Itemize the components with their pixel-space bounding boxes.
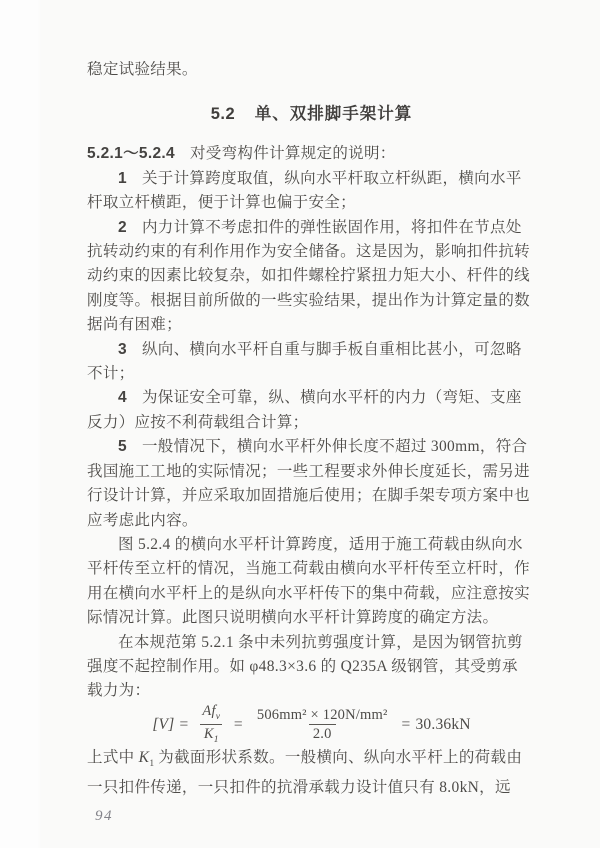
text-run: 杆取立杆横距，便于计算也偏于安全； bbox=[87, 194, 356, 212]
fraction-denominator: 2.0 bbox=[309, 724, 336, 743]
text-line bbox=[87, 533, 536, 557]
text-line bbox=[87, 142, 536, 166]
text-line bbox=[87, 460, 536, 484]
text-line bbox=[87, 313, 536, 337]
text-run: 5 bbox=[118, 438, 127, 456]
text-run: 行设计计算，并应采取加固措施后使用；在脚手架专项方案中也 bbox=[87, 487, 530, 505]
fraction-denominator: $K_1$ bbox=[200, 724, 223, 746]
text-run: 内力计算不考虑扣件的弹性嵌固作用，将扣件在节点处 bbox=[141, 218, 522, 236]
text-line bbox=[87, 362, 536, 386]
text-run: 纵向、横向水平杆自重与脚手板自重相比甚小，可忽略 bbox=[141, 340, 522, 358]
text-run: 载力为： bbox=[87, 682, 151, 700]
text-run: 一般情况下，横向水平杆外伸长度不超过 300mm，符合 bbox=[141, 438, 528, 456]
text-line bbox=[87, 216, 536, 240]
text-run: 抗转动约束的有利作用作为安全储备。这是因为，影响扣件抗转 bbox=[87, 243, 530, 261]
intro-line: 稳定试验结果。 bbox=[87, 61, 198, 78]
shear-capacity-formula bbox=[87, 704, 536, 746]
fraction-numerator: $Af_v$ bbox=[202, 703, 220, 723]
formula-lhs: [V] bbox=[152, 715, 175, 733]
text-line bbox=[87, 386, 536, 410]
text-line bbox=[87, 746, 536, 777]
section-title: 单、双排脚手架计算 bbox=[254, 105, 413, 124]
text-run: 应考虑此内容。 bbox=[87, 511, 198, 529]
page-number: 94 bbox=[95, 807, 113, 824]
text-run: 际情况计算。此图只说明横向水平杆计算跨度的确定方法。 bbox=[87, 609, 499, 627]
text-run: 2 bbox=[118, 218, 127, 236]
text-line bbox=[87, 655, 536, 679]
text-run: 1 bbox=[118, 169, 127, 187]
text-run: 为保证安全可靠，纵、横向水平杆的内力（弯矩、支座 bbox=[141, 389, 522, 407]
text-run: 动约束的因素比较复杂，如扣件螺栓拧紧扭力矩大小、杆件的线 bbox=[87, 267, 530, 285]
section-heading bbox=[87, 100, 536, 124]
text-line bbox=[87, 435, 536, 459]
body-lines bbox=[87, 142, 536, 703]
text-run: 图 5.2.4 的横向水平杆计算跨度，适用于施工荷载由纵向水 bbox=[118, 535, 523, 553]
text-run: 4 bbox=[118, 389, 127, 407]
text-line bbox=[87, 484, 536, 508]
fraction-numerator: 506mm² × 120N/mm² bbox=[256, 706, 388, 723]
text-line bbox=[87, 679, 536, 703]
text-line bbox=[87, 289, 536, 313]
formula-equals-2: = bbox=[233, 715, 243, 733]
closing-lines bbox=[87, 746, 536, 801]
text-line bbox=[87, 509, 536, 533]
text-line bbox=[87, 776, 536, 800]
section-number: 5.2 bbox=[210, 105, 236, 124]
text-run: 关于计算跨度取值，纵向水平杆取立杆纵距，横向水平 bbox=[141, 169, 522, 187]
text-run: K bbox=[138, 748, 150, 766]
text-run: 为截面形状系数。一般横向、纵向水平杆上的荷载由 bbox=[154, 748, 523, 766]
text-run: 不计； bbox=[87, 365, 135, 383]
text-run: 刚度等。根据目前所做的一些实验结果，提出作为计算定量的数 bbox=[87, 291, 530, 309]
text-line bbox=[87, 264, 536, 288]
text-run: 5.2.1～5.2.4 bbox=[87, 145, 175, 163]
formula-equals-1: = bbox=[179, 715, 189, 733]
text-run: 反力）应按不利荷载组合计算； bbox=[87, 413, 309, 431]
text-run: 1 bbox=[149, 758, 155, 769]
text-run: 我国施工工地的实际情况；一些工程要求外伸长度延长，需另进 bbox=[87, 462, 530, 480]
text-line bbox=[87, 338, 536, 362]
text-line bbox=[87, 582, 536, 606]
text-line bbox=[87, 191, 536, 215]
text-line bbox=[87, 411, 536, 435]
formula-result: 30.36kN bbox=[415, 715, 471, 733]
page-content bbox=[87, 58, 536, 825]
text-line bbox=[87, 606, 536, 630]
formula-fraction-numeric bbox=[253, 707, 392, 743]
text-run: 3 bbox=[118, 340, 127, 358]
text-run: 强度不起控制作用。如 φ48.3×3.6 的 Q235A 级钢管，其受剪承 bbox=[87, 657, 518, 675]
formula-equals-3: = bbox=[401, 715, 411, 733]
text-line bbox=[87, 167, 536, 191]
text-run: 在本规范第 5.2.1 条中未列抗剪强度计算，是因为钢管抗剪 bbox=[118, 633, 523, 651]
text-run: 上式中 bbox=[87, 748, 139, 766]
text-run: 据尚有困难； bbox=[87, 316, 182, 334]
text-run: 对受弯构件计算规定的说明： bbox=[189, 145, 396, 163]
text-line bbox=[87, 631, 536, 655]
text-run: 平杆传至立杆的情况，当施工荷载由横向水平杆传至立杆时，作 bbox=[87, 560, 530, 578]
text-line bbox=[87, 557, 536, 581]
text-run: 用在横向水平杆上的是纵向水平杆传下的集中荷载，应注意按实 bbox=[87, 584, 530, 602]
text-run: 一只扣件传递，一只扣件的抗滑承载力设计值只有 8.0kN，远 bbox=[87, 779, 511, 797]
text-line bbox=[87, 240, 536, 264]
formula-fraction-symbolic bbox=[198, 703, 224, 746]
